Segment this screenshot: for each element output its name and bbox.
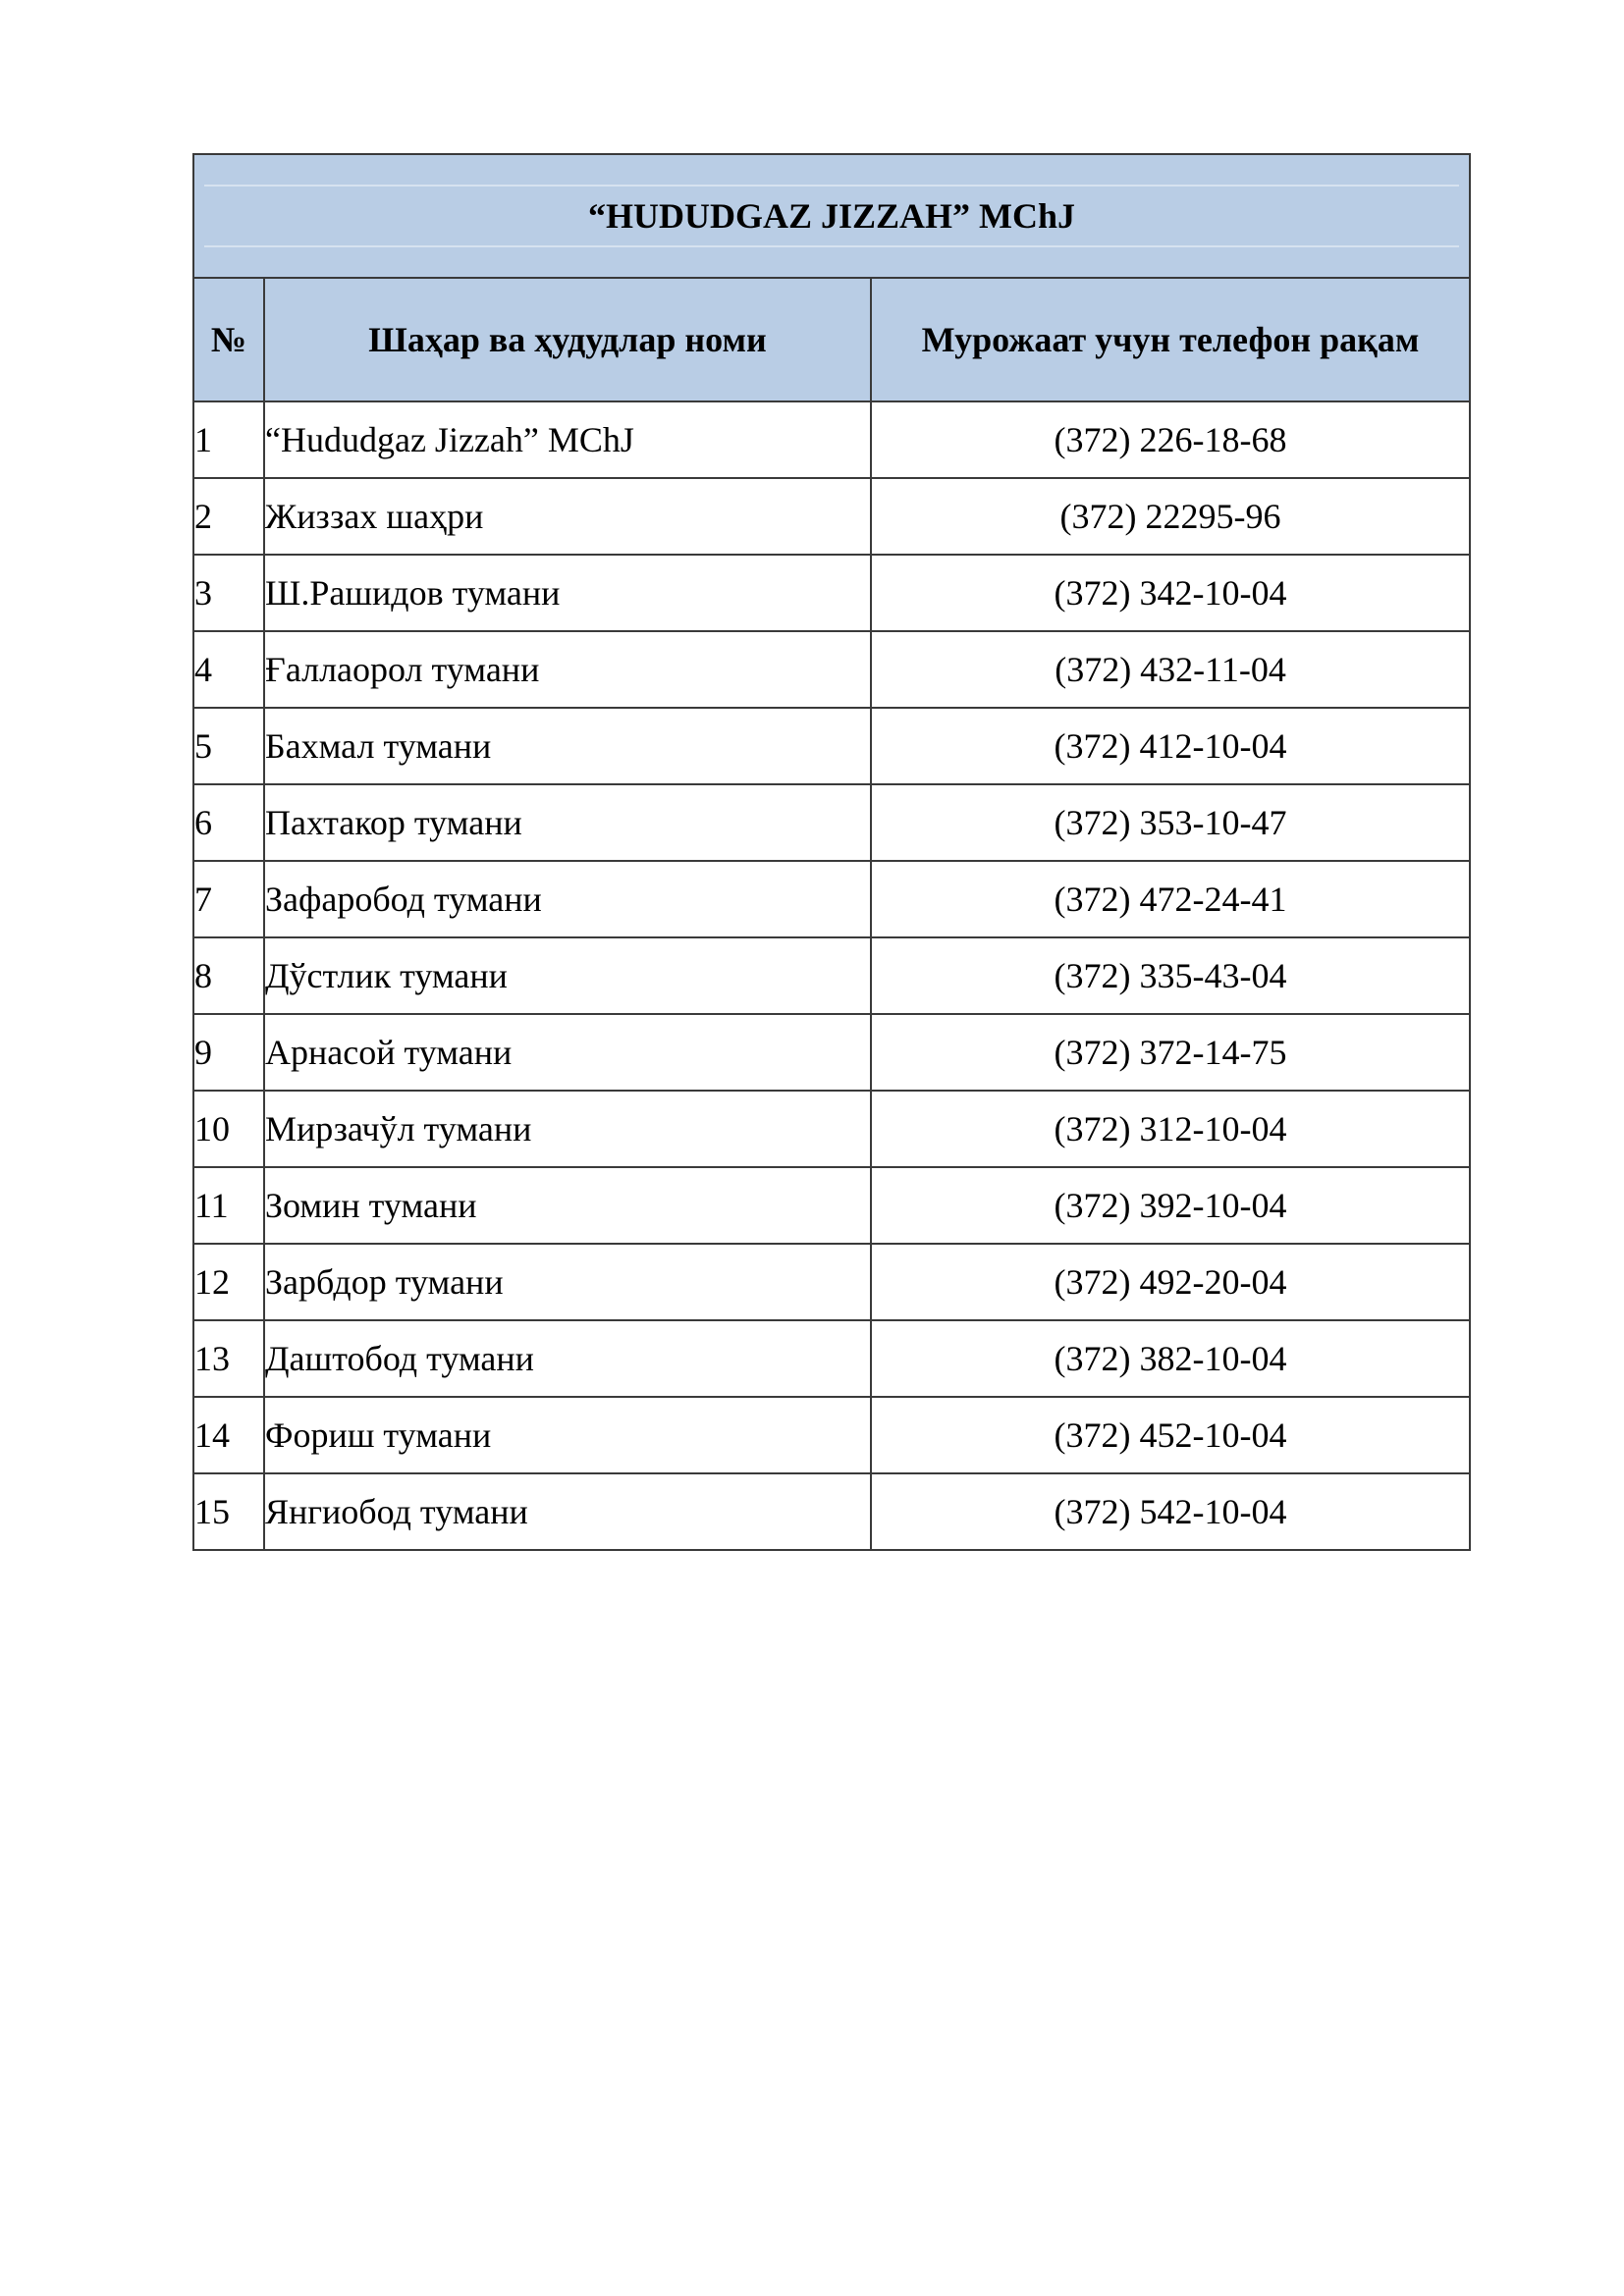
row-number: 14 [193, 1397, 264, 1473]
table-row [193, 555, 1470, 631]
table-row [193, 1320, 1470, 1397]
row-name: Янгиобод тумани [264, 1473, 871, 1550]
row-name: Арнасой тумани [264, 1014, 871, 1091]
table-row [193, 1397, 1470, 1473]
document-page [192, 153, 1469, 1551]
row-phone: (372) 342-10-04 [871, 555, 1470, 631]
header-name: Шаҳар ва ҳудудлар номи [264, 278, 871, 401]
table-row [193, 861, 1470, 937]
row-name: Ш.Рашидов тумани [264, 555, 871, 631]
table-row [193, 478, 1470, 555]
table-row [193, 708, 1470, 784]
row-phone: (372) 392-10-04 [871, 1167, 1470, 1244]
row-name: Пахтакор тумани [264, 784, 871, 861]
row-name: Жиззах шаҳри [264, 478, 871, 555]
table-row [193, 937, 1470, 1014]
row-phone: (372) 372-14-75 [871, 1014, 1470, 1091]
contacts-table [192, 153, 1471, 1551]
row-name: Фориш тумани [264, 1397, 871, 1473]
row-name: Мирзачўл тумани [264, 1091, 871, 1167]
table-row [193, 401, 1470, 478]
row-phone: (372) 335-43-04 [871, 937, 1470, 1014]
row-name: Зарбдор тумани [264, 1244, 871, 1320]
row-number: 11 [193, 1167, 264, 1244]
row-phone: (372) 353-10-47 [871, 784, 1470, 861]
table-header-row [193, 278, 1470, 401]
row-name: Ғаллаорол тумани [264, 631, 871, 708]
table-row [193, 631, 1470, 708]
row-phone: (372) 226-18-68 [871, 401, 1470, 478]
row-name: Даштобод тумани [264, 1320, 871, 1397]
row-phone: (372) 412-10-04 [871, 708, 1470, 784]
table-row [193, 1167, 1470, 1244]
row-number: 8 [193, 937, 264, 1014]
row-phone: (372) 432-11-04 [871, 631, 1470, 708]
table-row [193, 1014, 1470, 1091]
row-phone: (372) 312-10-04 [871, 1091, 1470, 1167]
row-number: 1 [193, 401, 264, 478]
row-phone: (372) 472-24-41 [871, 861, 1470, 937]
row-number: 15 [193, 1473, 264, 1550]
row-number: 6 [193, 784, 264, 861]
row-number: 2 [193, 478, 264, 555]
row-name: Бахмал тумани [264, 708, 871, 784]
row-number: 3 [193, 555, 264, 631]
row-number: 12 [193, 1244, 264, 1320]
row-number: 13 [193, 1320, 264, 1397]
row-number: 10 [193, 1091, 264, 1167]
row-name: Зафаробод тумани [264, 861, 871, 937]
row-number: 7 [193, 861, 264, 937]
table-row [193, 1473, 1470, 1550]
row-phone: (372) 492-20-04 [871, 1244, 1470, 1320]
header-phone: Мурожаат учун телефон рақам [871, 278, 1470, 401]
table-title: “HUDUDGAZ JIZZAH” MChJ [204, 185, 1459, 247]
table-row [193, 784, 1470, 861]
row-number: 5 [193, 708, 264, 784]
row-name: Дўстлик тумани [264, 937, 871, 1014]
row-number: 9 [193, 1014, 264, 1091]
table-row [193, 1244, 1470, 1320]
row-name: Зомин тумани [264, 1167, 871, 1244]
table-body [193, 401, 1470, 1550]
table-title-row [193, 154, 1470, 278]
row-number: 4 [193, 631, 264, 708]
header-number: № [193, 278, 264, 401]
table-row [193, 1091, 1470, 1167]
row-phone: (372) 22295-96 [871, 478, 1470, 555]
row-name: “Hududgaz Jizzah” MChJ [264, 401, 871, 478]
row-phone: (372) 382-10-04 [871, 1320, 1470, 1397]
row-phone: (372) 542-10-04 [871, 1473, 1470, 1550]
table-title-cell [193, 154, 1470, 278]
row-phone: (372) 452-10-04 [871, 1397, 1470, 1473]
